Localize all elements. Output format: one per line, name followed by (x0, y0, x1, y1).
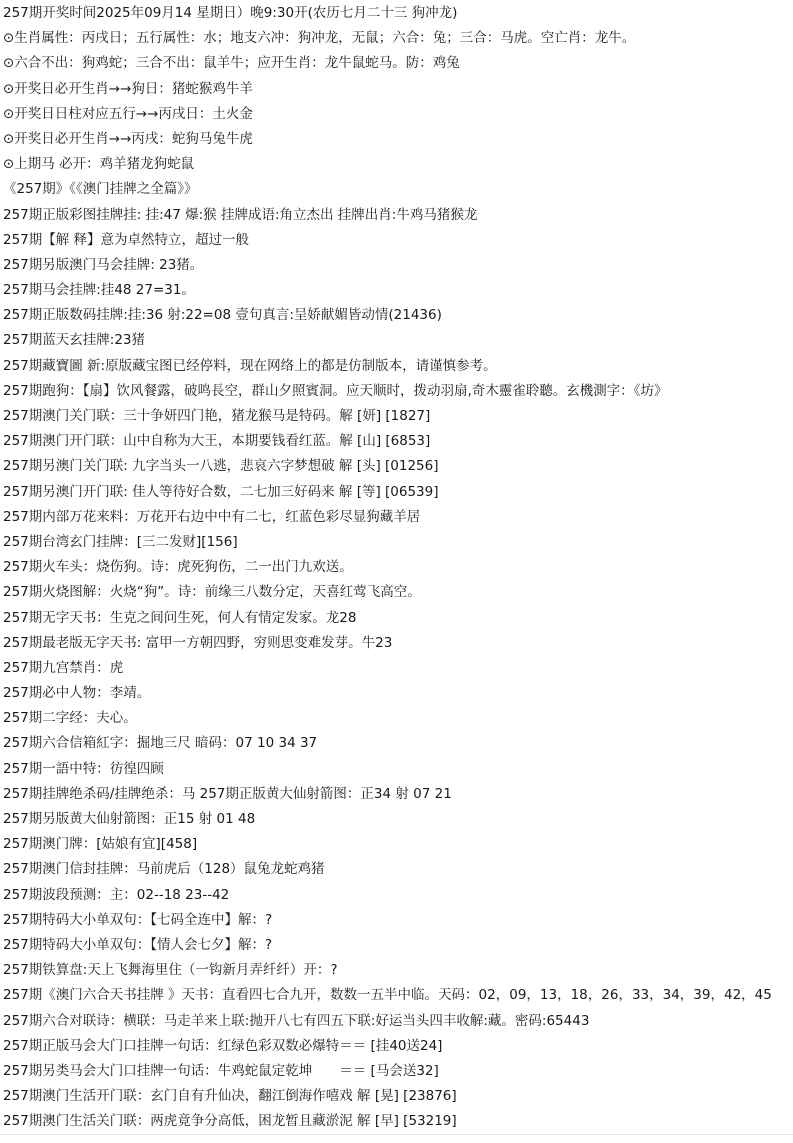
life-closing-couplet-line: 257期澳门生活关门联：两虎竟争分高低，困龙暂且藏淤泥 解 [早] [53219] (3, 1113, 457, 1130)
bottom-divider (0, 1134, 793, 1143)
mailbox-red-line: 257期六合信箱紅字：掘地三尺 暗码：07 10 34 37 (3, 735, 318, 752)
wordless-book-line: 257期无字天书：生克之间问生死，何人有情定发家。龙28 (3, 609, 357, 626)
gate-phrase-line: 257期正版马会大门口挂牌一句话：红绿色彩双数必爆特＝＝ [挂40送24] (3, 1037, 443, 1054)
size-parity-line-2: 257期特码大小单双句：【情人会七夕】解：? (3, 936, 273, 953)
alt-archery-chart-line: 257期另版黄大仙射箭图：正15 射 01 48 (3, 811, 256, 827)
six-harmony-line: ⊙六合不出：狗鸡蛇；三合不出：鼠羊牛；应开生肖：龙牛鼠蛇马。防：鸡兔 (3, 55, 460, 72)
draw-time-line: 257期开奖时间2025年09月14 星期日）晚9:30开(农历七月二十三 狗冲龙) (3, 5, 458, 21)
running-dog-line: 257期跑狗：【扇】饮风餐露，破鸣長空，群山夕照賓洞。应天顺时，拨动羽扇,奇木靈雀聆聽。玄機測字：《坊》 (3, 382, 668, 399)
closing-couplet-line: 257期澳门关门联：三十争妍四门艳，猪龙猴马是特码。解 [妍] [1827] (3, 408, 431, 424)
draw-day-zodiac-line: ⊙开奖日必开生肖→→狗日：猪蛇猴鸡牛羊 (3, 80, 253, 97)
two-word-line: 257期二字经：夫心。 (3, 710, 137, 727)
size-parity-line-1: 257期特码大小单双句：【七码全连中】解：? (3, 911, 273, 928)
train-head-line: 257期火车头：烧伤狗。诗：虎死狗伤，二一出门九欢送。 (3, 559, 353, 576)
envelope-hanging-line: 257期澳门信封挂牌：马前虎后（128）鼠兔龙蛇鸡猪 (3, 861, 325, 878)
one-phrase-line: 257期一語中特：彷徨四顾 (3, 760, 164, 777)
section-title: 《257期》《《澳门挂牌之全篇》》 (3, 181, 198, 198)
internal-flowers-line: 257期内部万花来料：万花开右边中中有二七，红蓝色彩尽显狗藏羊居 (3, 508, 421, 525)
couplet-poem-line: 257期六合对联诗：横联：马走羊来上联:抛开八七有四五下联:好运当头四丰收解:藏。密码:65443 (3, 1012, 590, 1029)
explanation-line: 257期【解 释】意为卓然特立，超过一般 (3, 231, 250, 248)
macau-plate-line: 257期澳门牌：[姑娘有宜][458] (3, 836, 198, 853)
color-chart-hanging-line: 257期正版彩图挂牌挂: 挂:47 爆:猴 挂牌成语:角立杰出 挂牌出肖:牛鸡马猪猴龙 (3, 206, 478, 223)
day-pillar-elements-line: ⊙开奖日日柱对应五行→→丙戌日：土火金 (3, 105, 253, 122)
oldest-wordless-book-line: 257期最老版无字天书: 富甲一方朝四野，穷则思变难发芽。牛23 (3, 634, 393, 651)
nine-palace-line: 257期九宫禁肖：虎 (3, 659, 124, 676)
wave-forecast-line: 257期波段预测：主：02--18 23--42 (3, 886, 230, 903)
alt-closing-couplet-line: 257期另澳门关门联: 九字当头一八逃，悲哀六字梦想破 解 [头] [01256] (3, 458, 439, 475)
iron-abacus-line: 257期铁算盘:天上飞舞海里住（一钩新月弄纤纤）开：? (3, 962, 338, 979)
treasure-map-line: 257期藏寶圖 新:原版藏宝图已经停料，现在网络上的都是仿制版本，请谨慎参考。 (3, 357, 497, 374)
last-period-line: ⊙上期马 必开：鸡羊猪龙狗蛇鼠 (3, 156, 195, 173)
archery-chart-line: 257期挂牌绝杀码/挂牌绝杀：马 257期正版黄大仙射箭图：正34 射 07 21 (3, 785, 452, 802)
opening-couplet-line: 257期澳门开门联：山中自称为大王，本期要钱看红蓝。解 [山] [6853] (3, 433, 431, 450)
heaven-book-line: 257期《澳门六合天书挂牌 》天书：直看四七合九开，数数一五半中临。天码：02，09，13，18，26，33，34，39，42，45 (3, 987, 772, 1004)
alt-gate-phrase-line: 257期另类马会大门口挂牌一句话：牛鸡蛇鼠定乾坤 ＝＝ [马会送32] (3, 1062, 439, 1079)
zodiac-attribute-line: ⊙生肖属性：丙戌日；五行属性：水；地支六冲：狗冲龙，无鼠；六合：兔；三合：马虎。空亡肖：龙牛。 (3, 30, 636, 47)
alt-opening-couplet-line: 257期另澳门开门联: 佳人等待好合数，二七加三好码来 解 [等] [06539] (3, 483, 439, 500)
life-opening-couplet-line: 257期澳门生活开门联：玄门自有升仙决，翻江倒海作嘻戏 解 [晃] [23876] (3, 1088, 457, 1105)
taiwan-hanging-line: 257期台湾玄门挂牌：[三二发财][156] (3, 533, 238, 550)
horse-club-hanging-line: 257期马会挂牌:挂48 27=31。 (3, 282, 195, 299)
blue-sky-hanging-line: 257期蓝天玄挂牌:23猪 (3, 332, 145, 349)
alt-macau-hanging-line: 257期另版澳门马会挂牌: 23猪。 (3, 256, 204, 273)
digital-hanging-line: 257期正版数码挂牌:挂:36 射:22=08 壹句真言:呈娇献媚皆动情(21436) (3, 307, 442, 324)
bingxu-zodiac-line: ⊙开奖日必开生肖→→丙戌：蛇狗马兔牛虎 (3, 130, 253, 147)
sure-person-line: 257期必中人物：李靖。 (3, 685, 151, 702)
fire-chart-line: 257期火烧图解：火烧“狗”。诗：前缘三八数分定，天喜红莺飞高空。 (3, 584, 421, 601)
